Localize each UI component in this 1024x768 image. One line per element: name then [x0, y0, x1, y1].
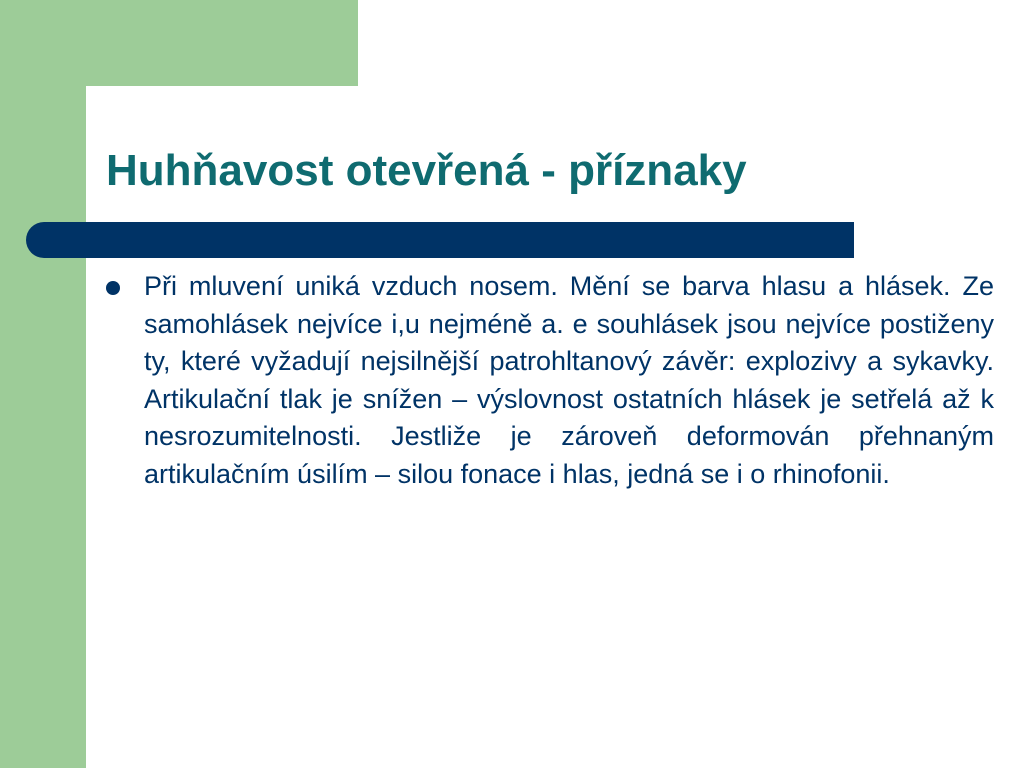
- slide-title: Huhňavost otevřená - příznaky: [106, 146, 747, 195]
- title-divider-bar: [26, 222, 854, 258]
- bullet-dot-icon: [106, 281, 120, 295]
- decorative-green-header-block: [0, 0, 358, 86]
- decorative-green-sidebar: [0, 0, 86, 768]
- bullet-text: Při mluvení uniká vzduch nosem. Mění se barva hlasu a hlásek. Ze samohlásek nejvíce i,u nejméně a. e souhlásek jsou nejvíce postiženy ty, které vyžadují nejsilnější patrohltanový závěr: explozivy a sykavky. Artikulační tlak je snížen – výslovnost ostatních hlásek je setřelá až k nesrozumitelnosti. Jestliže je zároveň deformován přehnaným artikulačním úsilím – silou fonace i hlas, jedná se i o rhinofonii.: [144, 271, 994, 489]
